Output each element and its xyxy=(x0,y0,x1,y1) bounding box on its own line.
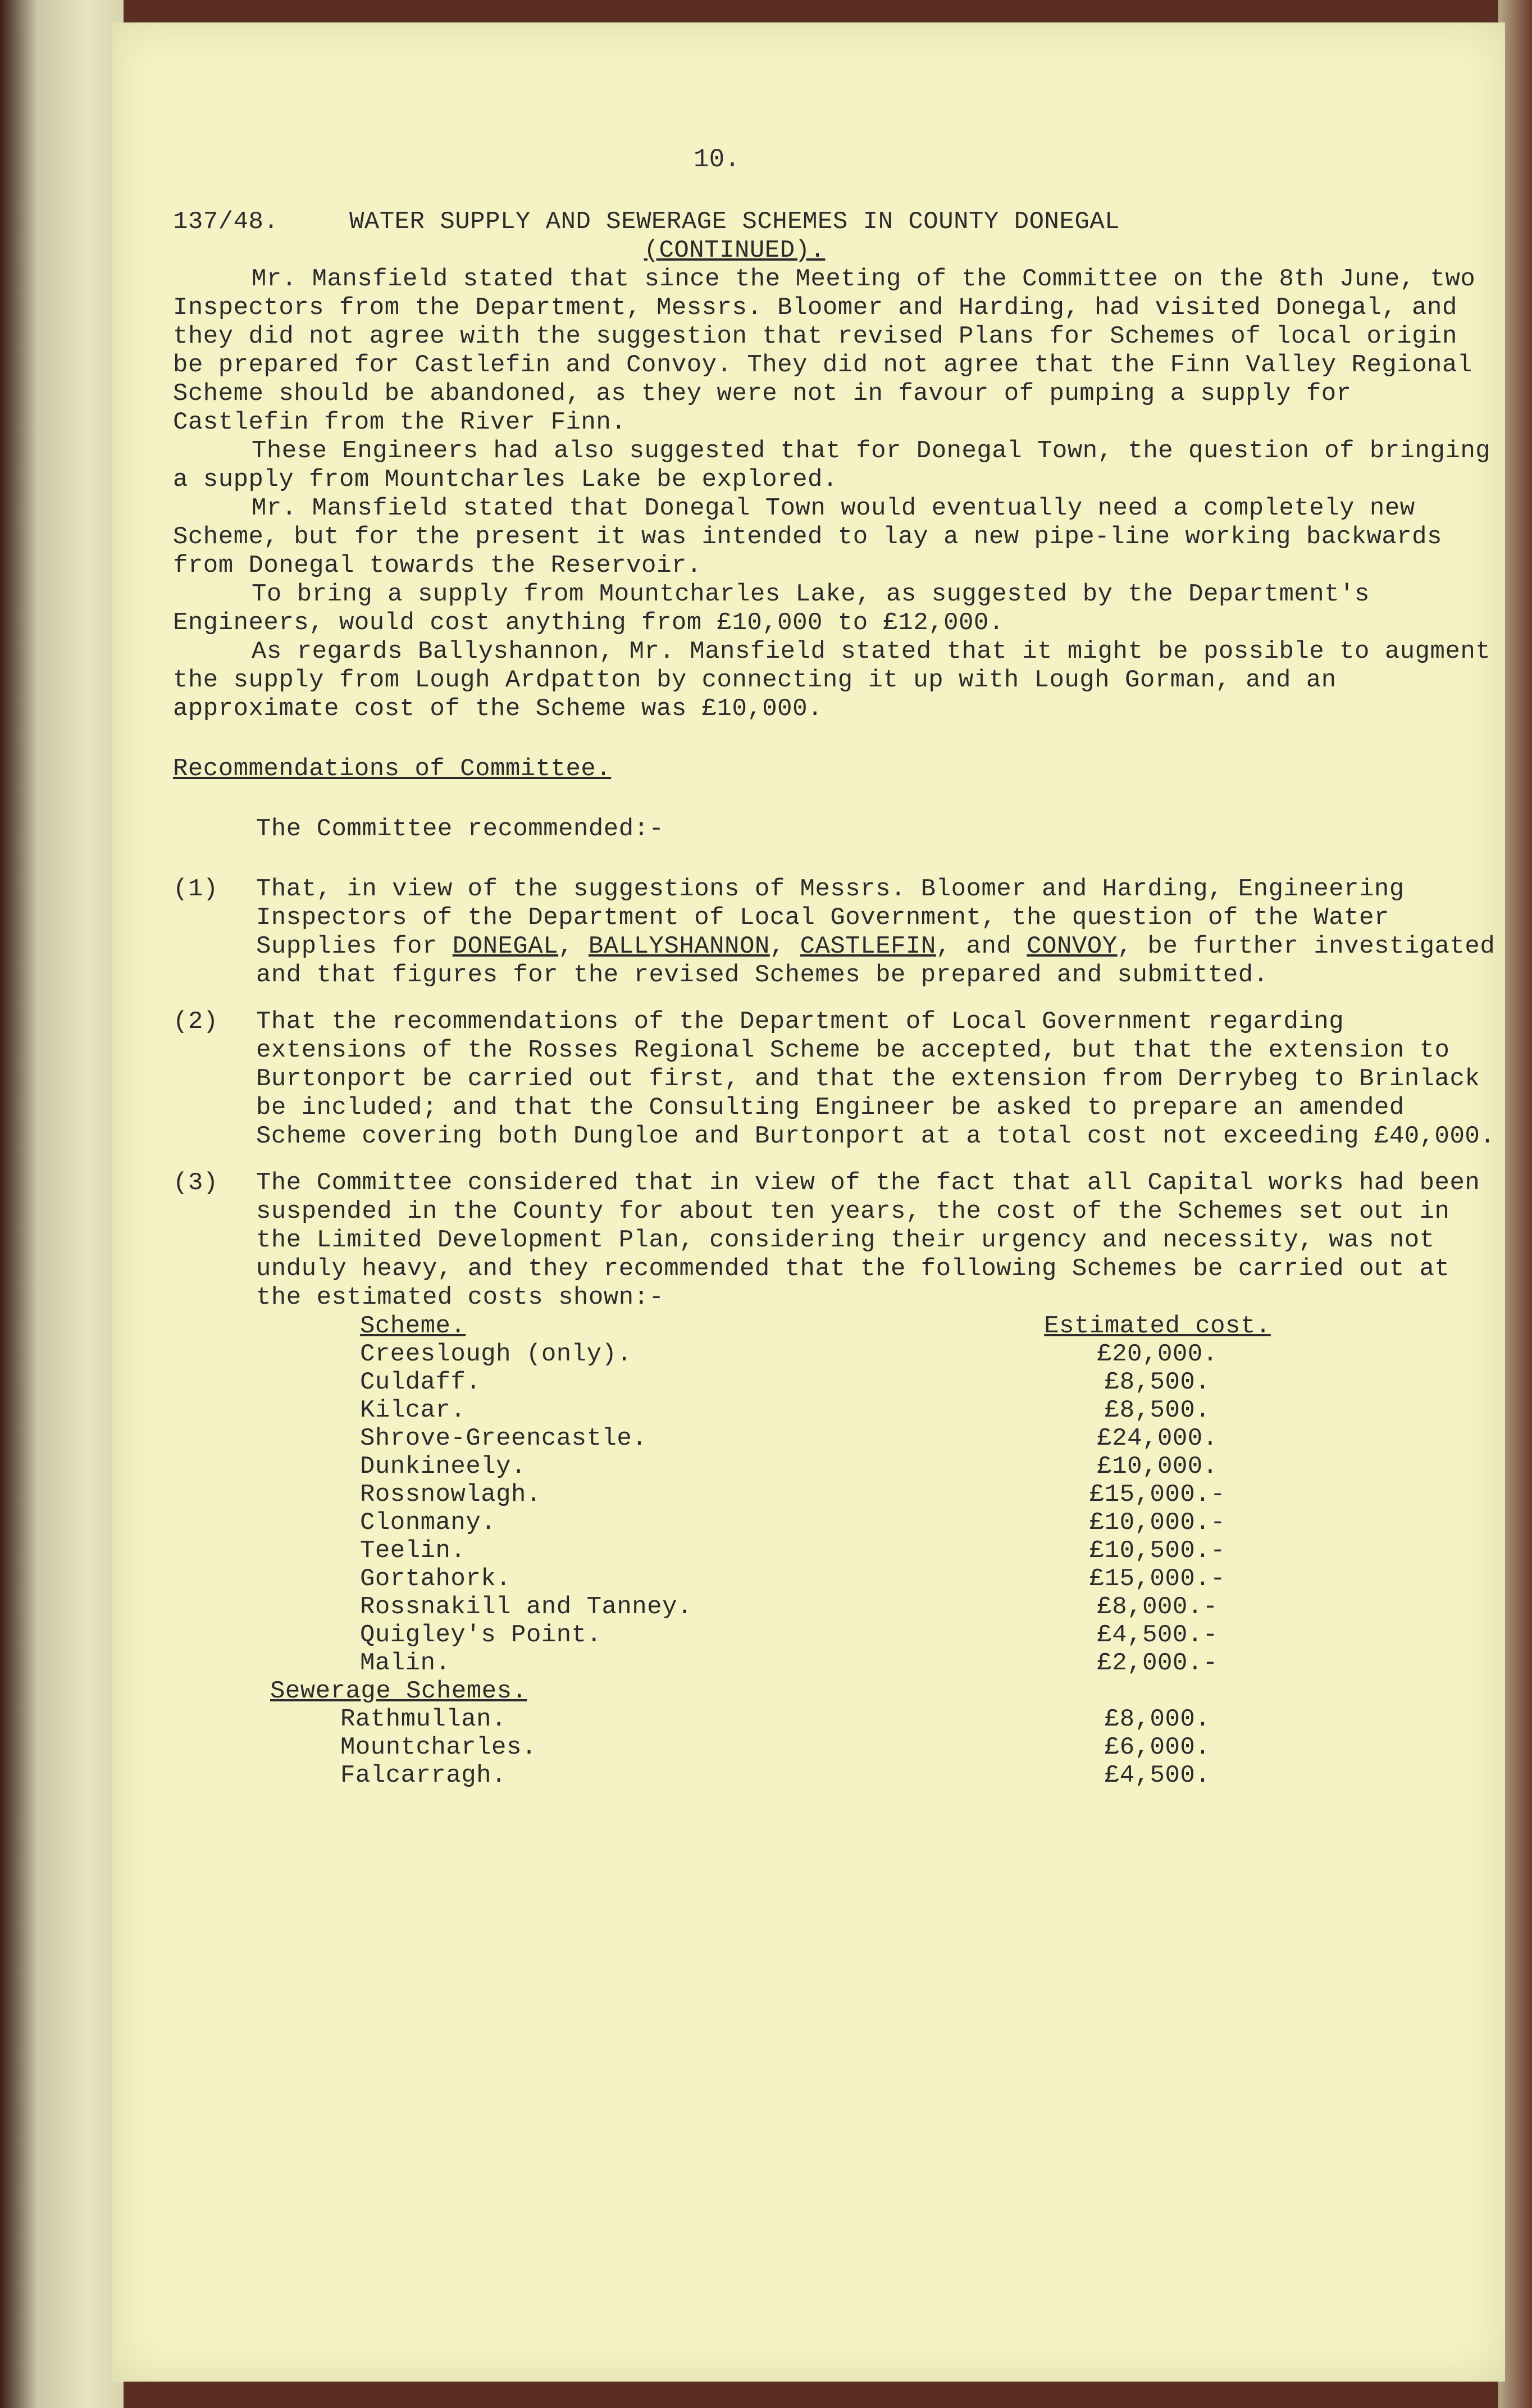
table-row xyxy=(256,1565,1298,1593)
scheme-name: Mountcharles. xyxy=(340,1733,537,1761)
recommendation-number: (1) xyxy=(173,875,218,903)
scheme-cost: £15,000.- xyxy=(1089,1481,1226,1509)
table-row xyxy=(256,1649,1298,1677)
item-title-line1: WATER SUPPLY AND SEWERAGE SCHEMES IN COUNTY DONEGAL xyxy=(349,208,1120,236)
scheme-name: Teelin. xyxy=(360,1537,466,1565)
scheme-name: Quigley's Point. xyxy=(360,1621,602,1649)
sewerage-heading-row xyxy=(256,1677,1298,1705)
scheme-name: Gortahork. xyxy=(360,1565,512,1593)
book-binding xyxy=(0,0,124,2408)
scheme-cost: £10,000. xyxy=(1097,1453,1218,1481)
scheme-cost: £8,500. xyxy=(1104,1396,1211,1424)
table-row xyxy=(256,1733,1298,1761)
recommendations-intro: The Committee recommended:- xyxy=(256,815,664,843)
document-body xyxy=(173,208,1498,1790)
recommendation-text: The Committee considered that in view of the fact that all Capital works had been suspended in the County for about ten years, the cost of the Schemes set out in the Limited Development Plan, considering their urgency and necessity, was not unduly heavy, and they recommended that the following Schemes be carried out at the estimated costs shown:- xyxy=(256,1169,1480,1312)
table-row xyxy=(256,1453,1298,1481)
scheme-cost: £8,000. xyxy=(1104,1705,1211,1733)
table-row xyxy=(256,1509,1298,1537)
item-title-line2: (CONTINUED). xyxy=(644,236,826,265)
scheme-cost: £8,000.- xyxy=(1097,1593,1218,1621)
recommendation-item xyxy=(173,1008,1498,1151)
table-row xyxy=(256,1621,1298,1649)
recommendations-heading: Recommendations of Committee. xyxy=(173,755,612,783)
paragraph: To bring a supply from Mountcharles Lake, as suggested by the Department's Engineers, would cost anything from £10,000 to £12,000. xyxy=(173,580,1370,637)
schemes-table xyxy=(256,1312,1298,1790)
place-ballyshannon: BALLYSHANNON xyxy=(588,932,770,961)
scheme-name: Culdaff. xyxy=(360,1368,481,1396)
paragraph: These Engineers had also suggested that for Donegal Town, the question of bringing a supply from Mountcharles Lake be explored. xyxy=(173,437,1491,494)
scheme-name: Rossnakill and Tanney. xyxy=(360,1593,692,1621)
scheme-name: Kilcar. xyxy=(360,1396,466,1424)
sewerage-heading: Sewerage Schemes. xyxy=(270,1677,527,1705)
scheme-name: Creeslough (only). xyxy=(360,1340,632,1368)
document-page xyxy=(112,22,1505,2382)
paragraph: Mr. Mansfield stated that Donegal Town would eventually need a completely new Scheme, but for the present it was intended to lay a new pipe-line working backwards from Donegal towards the Reservoir. xyxy=(173,494,1442,580)
item-number: 137/48. xyxy=(173,208,279,236)
table-row xyxy=(256,1396,1298,1424)
place-castlefin: CASTLEFIN xyxy=(800,932,936,961)
scheme-cost: £24,000. xyxy=(1097,1424,1218,1453)
recommendation-text: That the recommendations of the Department of Local Government regarding extensions of the Rosses Regional Scheme be accepted, but that the extension to Burtonport be carried out first, and that the extension from Derrybeg to Brinlack be included; and that the Consulting Engineer be asked to prepare an amended Scheme covering both Dungloe and Burtonport at a total cost not exceeding £40,000. xyxy=(256,1008,1495,1150)
recommendation-number: (2) xyxy=(173,1008,218,1036)
recommendation-text: That, in view of the suggestions of Messrs. Bloomer and Harding, Engineering Inspectors of the Department of Local Government, the question of the Water Supplies for DONEGAL, BALLYSHANNON, CASTLEFIN, and CONVOY, be further investigated and that figures for the revised Schemes be prepared and submitted. xyxy=(256,875,1495,989)
scheme-cost: £4,500. xyxy=(1104,1761,1211,1790)
scheme-cost: £20,000. xyxy=(1097,1340,1218,1368)
scheme-name: Clonmany. xyxy=(360,1509,496,1537)
scheme-cost: £10,000.- xyxy=(1089,1509,1226,1537)
recommendation-number: (3) xyxy=(173,1169,218,1197)
scheme-cost: £10,500.- xyxy=(1089,1537,1226,1565)
scheme-name: Rossnowlagh. xyxy=(360,1481,541,1509)
table-header-row xyxy=(256,1312,1298,1340)
table-row xyxy=(256,1481,1298,1509)
scheme-cost: £15,000.- xyxy=(1089,1565,1226,1593)
paragraph: As regards Ballyshannon, Mr. Mansfield stated that it might be possible to augment the supply from Lough Ardpatton by connecting it up with Lough Gorman, and an approximate cost of the Scheme was £10,000. xyxy=(173,638,1491,723)
recommendation-item xyxy=(173,875,1498,990)
scheme-name: Rathmullan. xyxy=(340,1705,507,1733)
scheme-cost: £8,500. xyxy=(1104,1368,1211,1396)
table-row xyxy=(256,1424,1298,1453)
scheme-name: Shrove-Greencastle. xyxy=(360,1424,648,1453)
table-row xyxy=(256,1705,1298,1733)
column-header-scheme: Scheme. xyxy=(360,1312,466,1340)
scheme-cost: £2,000.- xyxy=(1097,1649,1218,1677)
recommendation-item xyxy=(173,1169,1498,1312)
place-donegal: DONEGAL xyxy=(452,932,559,961)
page-number: 10. xyxy=(694,145,740,174)
column-header-cost: Estimated cost. xyxy=(1044,1312,1271,1340)
scheme-name: Falcarragh. xyxy=(340,1761,507,1790)
table-row xyxy=(256,1537,1298,1565)
item-title xyxy=(313,208,1156,265)
scheme-cost: £6,000. xyxy=(1104,1733,1211,1761)
table-row xyxy=(256,1761,1298,1790)
item-heading xyxy=(173,208,1498,265)
table-row xyxy=(256,1368,1298,1396)
scheme-name: Malin. xyxy=(360,1649,451,1677)
table-row xyxy=(256,1593,1298,1621)
table-row xyxy=(256,1340,1298,1368)
place-convoy: CONVOY xyxy=(1027,932,1118,961)
scheme-name: Dunkineely. xyxy=(360,1453,526,1481)
scheme-cost: £4,500.- xyxy=(1097,1621,1218,1649)
paragraph: Mr. Mansfield stated that since the Meeting of the Committee on the 8th June, two Inspectors from the Department, Messrs. Bloomer and Harding, had visited Donegal, and they did not agree with the suggestion that revised Plans for Schemes of local origin be prepared for Castlefin and Convoy. They did not agree that the Finn Valley Regional Scheme should be abandoned, as they were not in favour of pumping a supply for Castlefin from the River Finn. xyxy=(173,265,1476,436)
